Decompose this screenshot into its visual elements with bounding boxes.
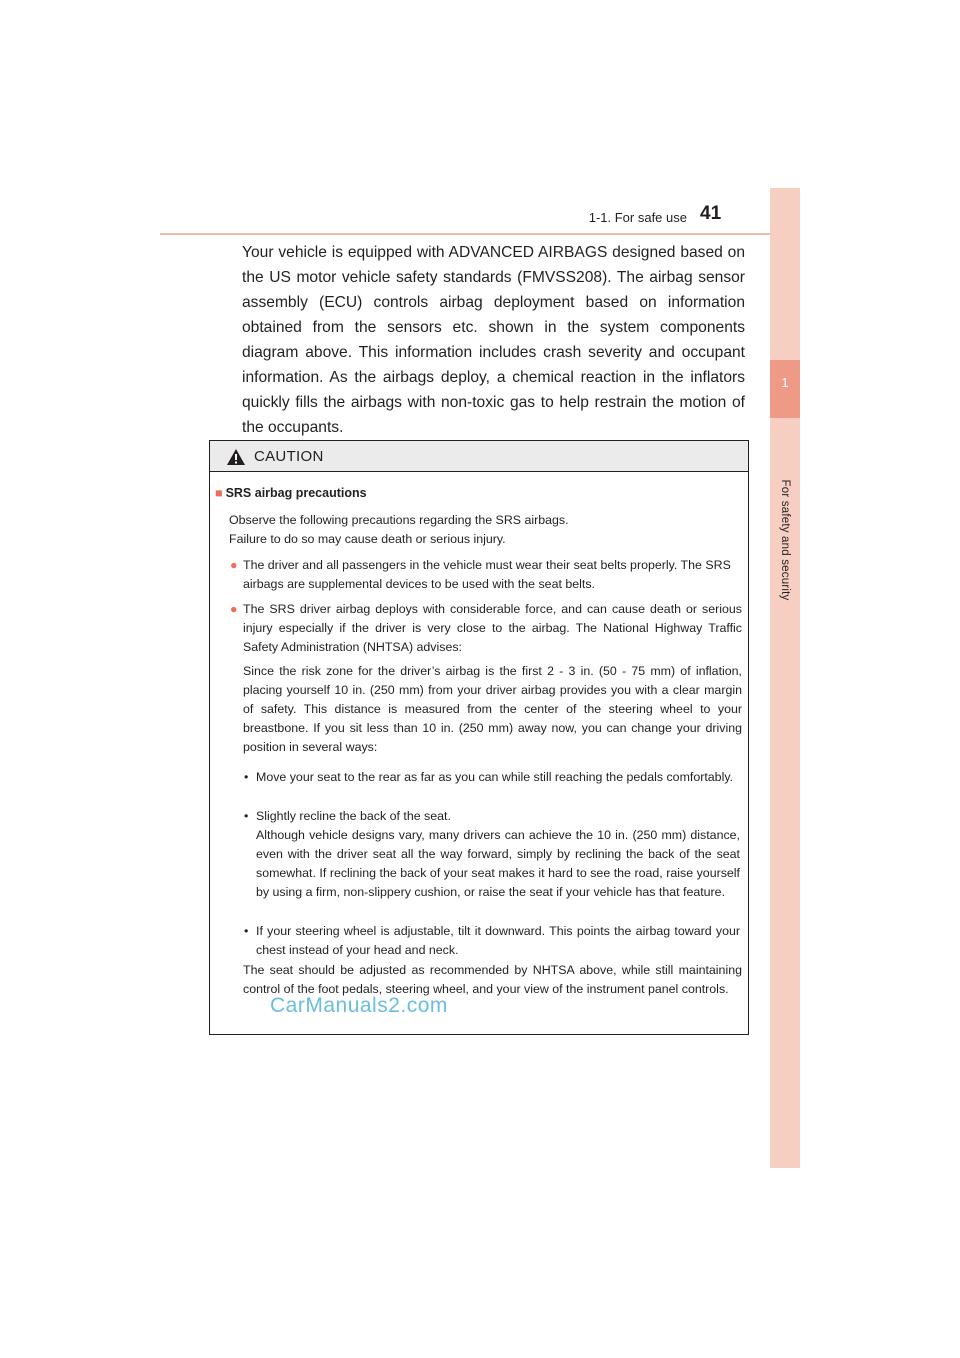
dot-bullet-icon: • [244,924,249,938]
caution-header [210,441,748,472]
section-title: 1-1. For safe use [588,210,687,225]
header-rule [160,233,800,235]
dot-bullet-icon: • [244,770,249,784]
bullet-seat-belts [230,556,742,594]
caution-intro-line-2: Failure to do so may cause death or serious injury. [229,532,506,546]
srs-precautions-heading [215,486,367,500]
closing-paragraph: The seat should be adjusted as recommended by NHTSA above, while still maintaining control of the foot pedals, steering wheel, and your view of the instrument panel controls. [243,963,742,996]
bullet-driver-airbag [230,600,742,657]
list-item-tilt-wheel [244,922,740,960]
dot-bullet-icon: • [244,809,249,823]
square-bullet-icon: ■ [215,486,223,500]
chapter-number: 1 [781,375,789,390]
intro-paragraph: Your vehicle is equipped with ADVANCED AIRBAGS designed based on the US motor vehicle safety standards (FMVSS208). The airbag sensor assembly (ECU) controls airbag deployment based on information obtained from the sensors etc. shown in the system components diagram above. This information includes crash severity and occupant information. As the airbags deploy, a chemical reaction in the inflators quickly fills the airbags with non-toxic gas to help restrain the motion of the occupants. [242,244,745,436]
bullet-seat-belts-text: The driver and all passengers in the vehicle must wear their seat belts properly. The SRS airbags are supplemental devices to be used with the seat belts. [243,558,731,591]
bullet-icon: ● [230,558,238,572]
nhtsa-advice: Since the risk zone for the driver’s airbag is the first 2 - 3 in. (50 - 75 mm) of inflation, placing yourself 10 in. (250 mm) from your driver airbag provides you with a clear margin of safety. This distance is measured from the center of the steering wheel to your breastbone. If you sit less than 10 in. (250 mm) away now, you can change your driving position in several ways: [243,664,742,754]
watermark-logo: CarManuals2.com [270,994,448,1017]
page-number: 41 [700,203,722,224]
list-item-move-seat [244,768,740,787]
bullet-driver-airbag-text: The SRS driver airbag deploys with considerable force, and can cause death or serious injury especially if the driver is very close to the airbag. The National Highway Traffic Safety Administration (NHTSA) advises: [243,602,742,654]
list-item-recline-seat [244,807,740,826]
chapter-side-tab [770,188,800,1168]
srs-precautions-title: SRS airbag precautions [225,486,367,500]
list-item-move-seat-text: Move your seat to the rear as far as you can while still reaching the pedals comfortably. [256,770,734,784]
list-item-tilt-wheel-text: If your steering wheel is adjustable, tilt it downward. This points the airbag toward your chest instead of your head and neck. [256,924,740,957]
caution-intro-line-1: Observe the following precautions regarding the SRS airbags. [229,513,569,527]
bullet-icon: ● [230,602,238,616]
list-item-recline-seat-body: Although vehicle designs vary, many drivers can achieve the 10 in. (250 mm) distance, even with the driver seat all the way forward, simply by reclining the back of the seat somewhat. If reclining the back of your seat makes it hard to see the road, raise yourself by using a firm, non-slippery cushion, or raise the seat if your vehicle has that feature. [256,828,740,899]
caution-title: CAUTION [254,448,324,465]
list-item-recline-seat-title: Slightly recline the back of the seat. [256,809,451,823]
chapter-label: For safety and security [779,479,791,601]
warning-icon [226,448,246,466]
caution-box [209,440,749,1035]
